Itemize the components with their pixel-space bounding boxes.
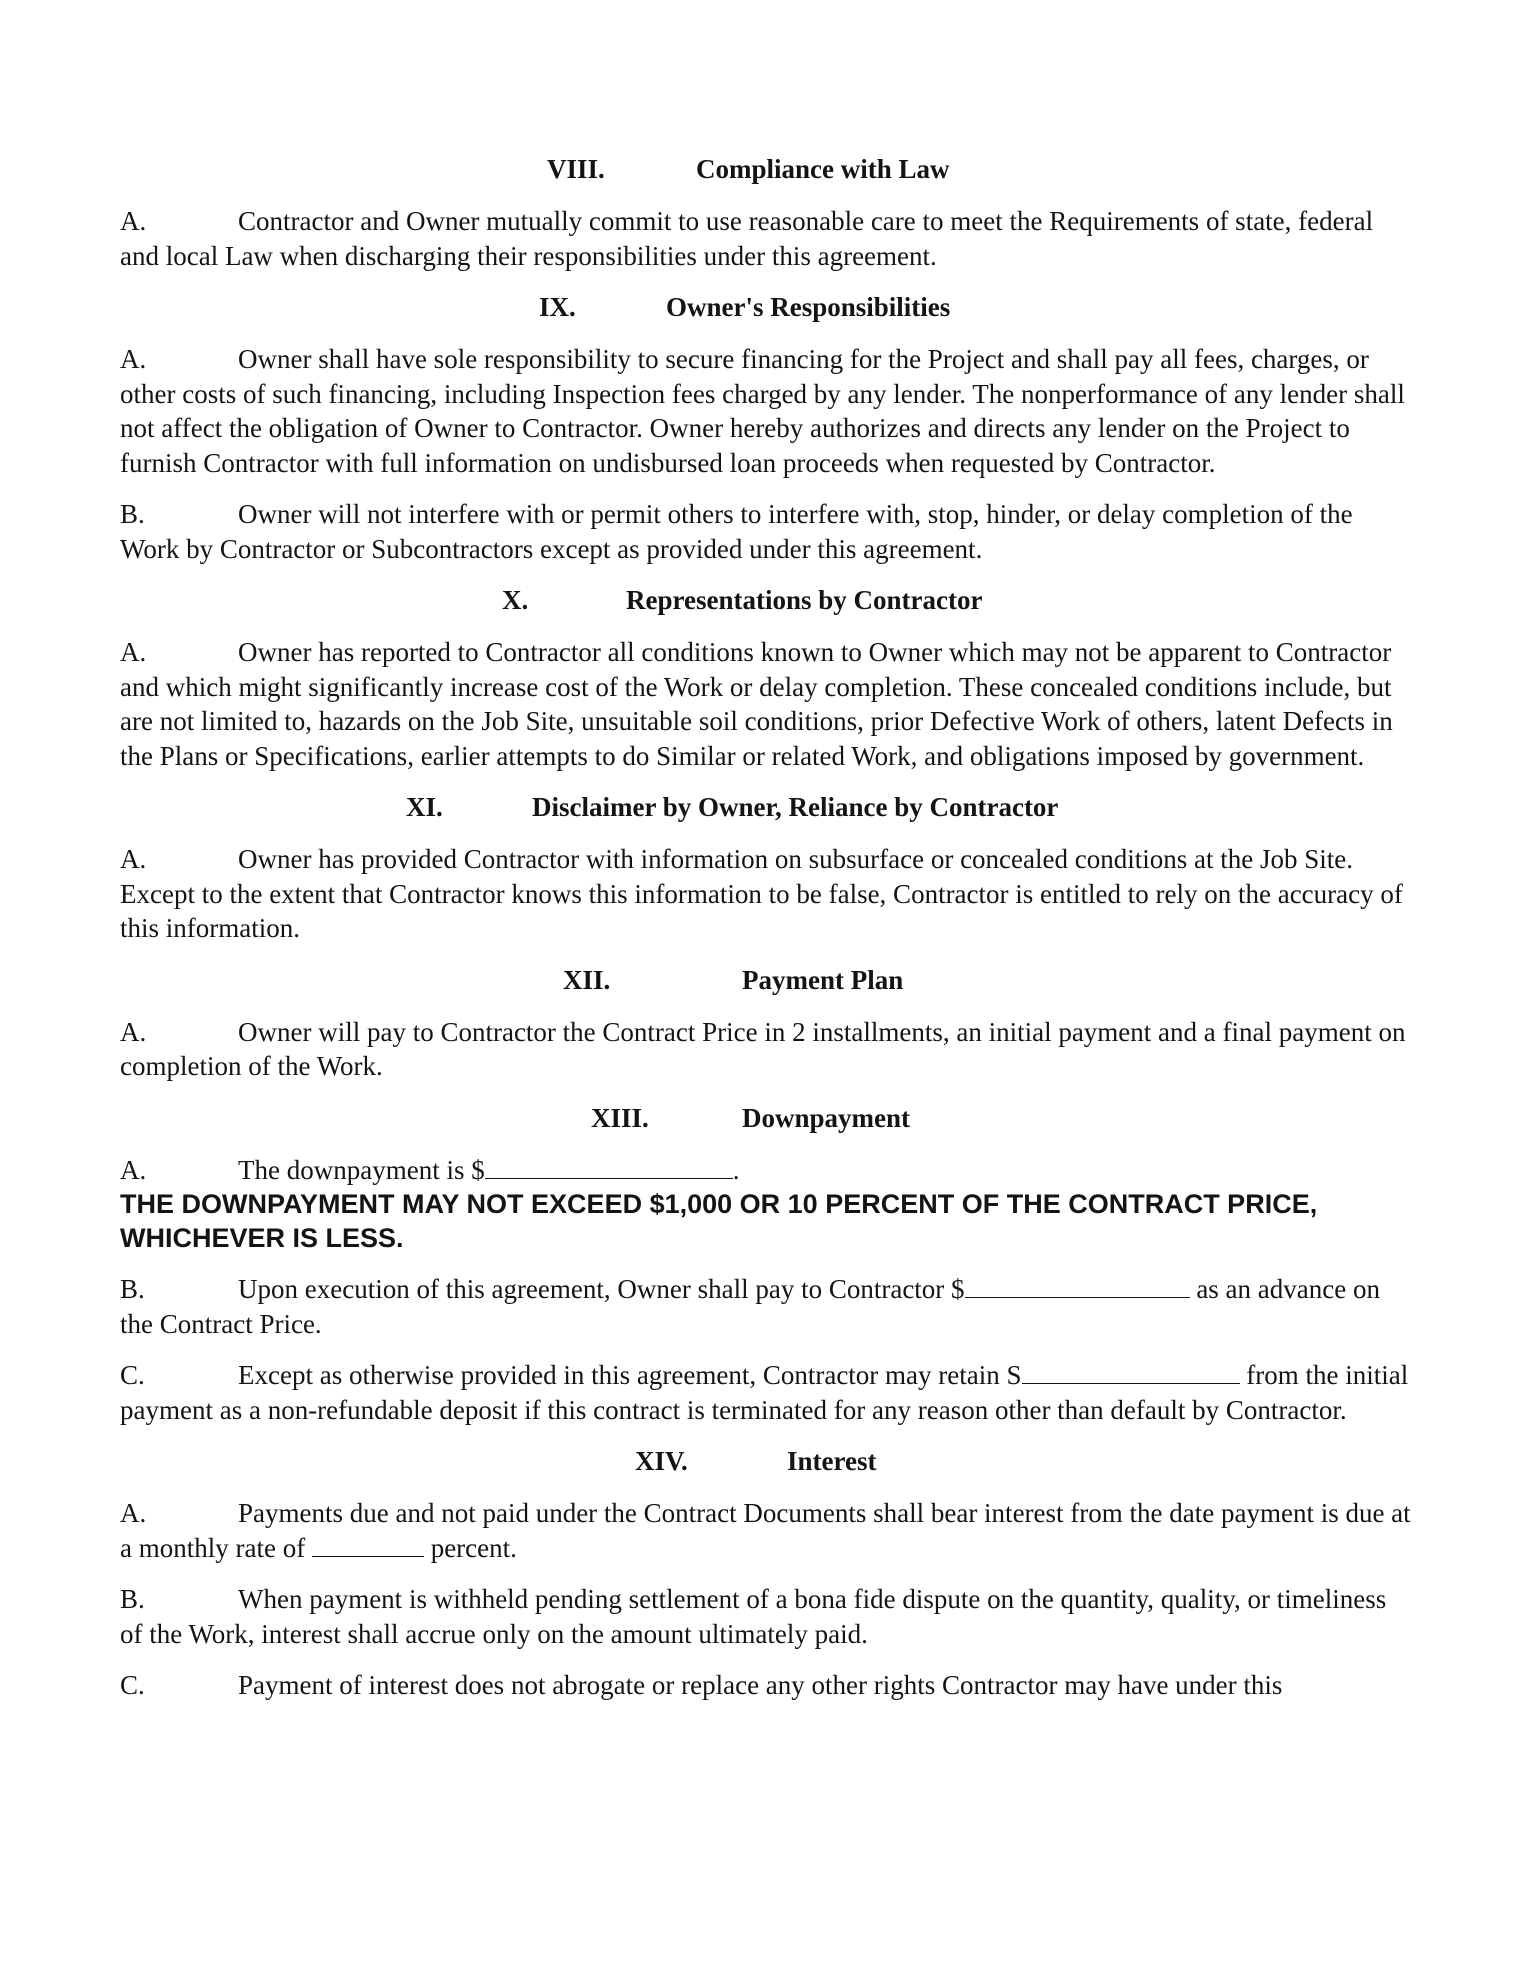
clause-xiii-a [120, 1153, 1415, 1188]
clause-text: Owner has reported to Contractor all conditions known to Owner which may not be apparent to Contractor and which might significantly increase cost of the Work or delay completion. These concealed conditions include, but are not limited to, hazards on the Job Site, unsuitable soil conditions, prior Defective Work of others, latent Defects in the Plans or Specifications, earlier attempts to do Similar or related Work, and obligations imposed by government. [120, 637, 1393, 771]
section-title: Interest [787, 1446, 877, 1476]
clause-xiv-c [120, 1668, 1415, 1703]
clause-text: Upon execution of this agreement, Owner shall pay to Contractor $ [238, 1274, 965, 1304]
section-number: IX. [539, 292, 576, 322]
clause-xiii-c [120, 1358, 1415, 1427]
section-heading-xiv [120, 1444, 1415, 1478]
section-heading-x [120, 583, 1415, 617]
clause-label: C. [120, 1670, 145, 1700]
interest-rate-blank[interactable] [312, 1532, 424, 1557]
clause-ix-a [120, 342, 1415, 480]
clause-label: A. [120, 844, 147, 874]
downpayment-warning: THE DOWNPAYMENT MAY NOT EXCEED $1,000 OR 10 PERCENT OF THE CONTRACT PRICE, WHICHEVER IS LESS. [120, 1189, 1318, 1253]
clause-text: Except as otherwise provided in this agreement, Contractor may retain S [238, 1360, 1022, 1390]
clause-text-end: as an advance on the Contract Price. [120, 1274, 1380, 1339]
clause-ix-b [120, 497, 1415, 566]
clause-x-a [120, 635, 1415, 773]
clause-label: A. [120, 637, 147, 667]
section-heading-xiii [120, 1101, 1415, 1135]
clause-xiv-a [120, 1496, 1415, 1565]
section-number: XII. [563, 964, 611, 995]
section-heading-ix [120, 290, 1415, 324]
document-body [120, 152, 1415, 1720]
clause-text: Owner has provided Contractor with information on subsurface or concealed conditions at the Job Site. Except to the extent that Contractor knows this information to be false, Contractor is entitled to rely on the accuracy of this information. [120, 844, 1403, 943]
clause-viii-a [120, 204, 1415, 273]
clause-text: Owner will pay to Contractor the Contract Price in 2 installments, an initial payment and a final payment on completion of the Work. [120, 1016, 1406, 1081]
clause-text: The downpayment is $ [238, 1154, 485, 1185]
clause-xiii-b [120, 1272, 1415, 1341]
section-number: VIII. [547, 154, 605, 184]
clause-label: B. [120, 1274, 145, 1304]
clause-label: B. [120, 1584, 145, 1614]
advance-amount-blank[interactable] [965, 1273, 1190, 1298]
section-title: Owner's Responsibilities [666, 292, 951, 322]
section-heading-viii [120, 152, 1415, 186]
clause-label: C. [120, 1360, 145, 1390]
downpayment-amount-blank[interactable] [485, 1154, 733, 1179]
clause-label: A. [120, 206, 147, 236]
clause-text: Payment of interest does not abrogate or replace any other rights Contractor may have under this [238, 1670, 1283, 1700]
clause-text: Owner shall have sole responsibility to secure financing for the Project and shall pay all fees, charges, or other costs of such financing, including Inspection fees charged by any lender. The nonperformance of any lender shall not affect the obligation of Owner to Contractor. Owner hereby authorizes and directs any lender on the Project to furnish Contractor with full information on undisbursed loan proceeds when requested by Contractor. [120, 344, 1405, 478]
clause-label: B. [120, 499, 145, 529]
clause-xii-a [120, 1015, 1415, 1084]
deposit-amount-blank[interactable] [1022, 1359, 1240, 1384]
clause-label: A. [120, 1016, 147, 1047]
section-title: Payment Plan [742, 964, 904, 995]
section-title: Disclaimer by Owner, Reliance by Contractor [532, 792, 1059, 822]
section-heading-xii [120, 963, 1415, 997]
section-number: XIV. [635, 1446, 688, 1476]
clause-xiv-b [120, 1582, 1415, 1651]
clause-text: Contractor and Owner mutually commit to use reasonable care to meet the Requirements of state, federal and local Law when discharging their responsibilities under this agreement. [120, 206, 1374, 271]
section-number: XIII. [591, 1102, 649, 1133]
clause-text: When payment is withheld pending settlement of a bona fide dispute on the quantity, quality, or timeliness of the Work, interest shall accrue only on the amount ultimately paid. [120, 1584, 1387, 1649]
section-title: Representations by Contractor [626, 585, 983, 615]
clause-text-end: percent. [423, 1532, 517, 1563]
section-heading-xi [120, 790, 1415, 824]
section-number: XI. [406, 792, 443, 822]
clause-label: A. [120, 344, 147, 374]
clause-text: Payments due and not paid under the Contract Documents shall bear interest from the date payment is due at a monthly rate of [120, 1498, 1411, 1563]
clause-label: A. [120, 1154, 147, 1185]
section-number: X. [502, 585, 529, 615]
section-title: Downpayment [742, 1102, 911, 1133]
clause-xi-a [120, 842, 1415, 946]
clause-text-end: from the initial payment as a non-refundable deposit if this contract is terminated for any reason other than default by Contractor. [120, 1360, 1409, 1425]
clause-text-end: . [732, 1154, 740, 1185]
clause-text: Owner will not interfere with or permit others to interfere with, stop, hinder, or delay completion of the Work by Contractor or Subcontractors except as provided under this agreement. [120, 499, 1353, 564]
clause-label: A. [120, 1498, 147, 1528]
section-title: Compliance with Law [696, 154, 950, 184]
